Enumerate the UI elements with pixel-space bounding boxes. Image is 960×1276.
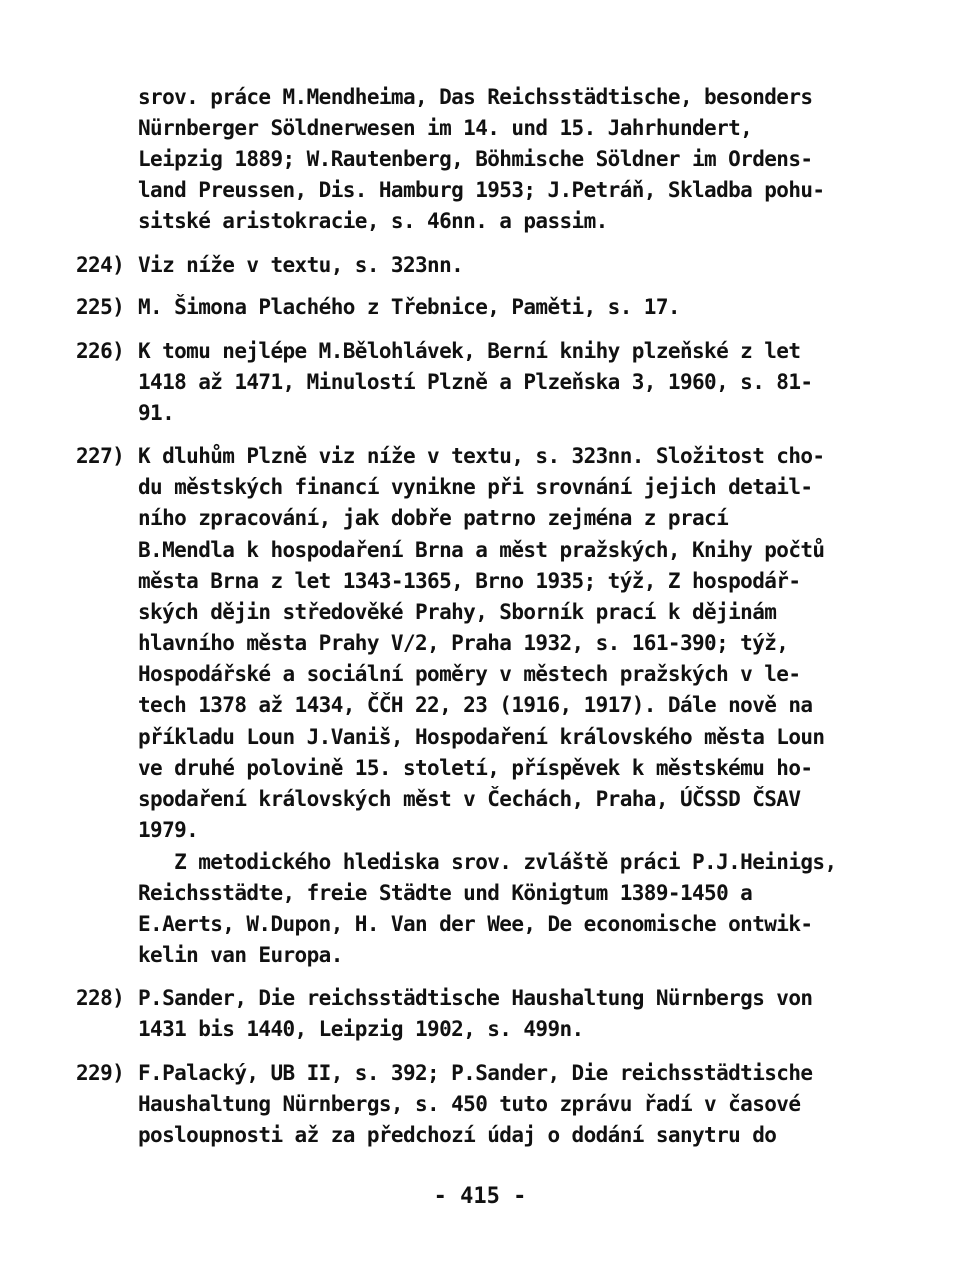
footnote-225-line: M. Šimona Plachého z Třebnice, Paměti, s. 17. <box>138 295 680 319</box>
footnote-226-line: 1418 až 1471, Minulostí Plzně a Plzeňska 3, 1960, s. 81- <box>138 370 813 394</box>
footnote-number-224: 224) <box>76 253 125 277</box>
footnote-228-line: 1431 bis 1440, Leipzig 1902, s. 499n. <box>138 1017 584 1041</box>
footnote-227-line: kelin van Europa. <box>138 943 343 967</box>
footnote-227-line: B.Mendla k hospodaření Brna a měst pražských, Knihy počtů <box>138 538 825 562</box>
footnote-227-line: E.Aerts, W.Dupon, H. Van der Wee, De economische ontwik- <box>138 912 813 936</box>
footnote-229-line: posloupnosti až za předchozí údaj o dodání sanytru do <box>138 1123 777 1147</box>
footnote-227-line: Z metodického hlediska srov. zvláště práci P.J.Heinigs, <box>138 850 837 874</box>
footnote-number-228: 228) <box>76 986 125 1010</box>
continuation-line: srov. práce M.Mendheima, Das Reichsstädtische, besonders <box>138 85 813 109</box>
footnote-227-line: příkladu Loun J.Vaniš, Hospodaření královského města Loun <box>138 725 825 749</box>
footnote-number-226: 226) <box>76 339 125 363</box>
footnote-227-line: tech 1378 až 1434, ČČH 22, 23 (1916, 1917). Dále nově na <box>138 693 813 717</box>
footnote-227-line: spodaření královských měst v Čechách, Praha, ÚČSSD ČSAV <box>138 787 801 811</box>
footnote-227-line: hlavního města Prahy V/2, Praha 1932, s. 161-390; týž, <box>138 631 789 655</box>
footnote-226-line: 91. <box>138 401 175 425</box>
footnote-227-line: du městských financí vynikne při srovnání jejich detail- <box>138 475 813 499</box>
footnote-228-line: P.Sander, Die reichsstädtische Haushaltung Nürnbergs von <box>138 986 813 1010</box>
footnote-227-line: města Brna z let 1343-1365, Brno 1935; týž, Z hospodář- <box>138 569 801 593</box>
footnote-227-line: 1979. <box>138 818 199 842</box>
continuation-line: Leipzig 1889; W.Rautenberg, Böhmische Söldner im Ordens- <box>138 147 813 171</box>
footnote-229-line: F.Palacký, UB II, s. 392; P.Sander, Die reichsstädtische <box>138 1061 813 1085</box>
footnote-227-line: Hospodářské a sociální poměry v městech pražských v le- <box>138 662 801 686</box>
continuation-line: sitské aristokracie, s. 46nn. a passim. <box>138 209 608 233</box>
footnote-229-line: Haushaltung Nürnbergs, s. 450 tuto zprávu řadí v časové <box>138 1092 801 1116</box>
footnote-224-line: Viz níže v textu, s. 323nn. <box>138 253 464 277</box>
footnote-227-line: ských dějin středověké Prahy, Sborník prací k dějinám <box>138 600 777 624</box>
footnote-227-line: K dluhům Plzně viz níže v textu, s. 323nn. Složitost cho- <box>138 444 825 468</box>
continuation-line: land Preussen, Dis. Hamburg 1953; J.Petráň, Skladba pohu- <box>138 178 825 202</box>
footnote-number-227: 227) <box>76 444 125 468</box>
footnote-227-line: ního zpracování, jak dobře patrno zejména z prací <box>138 506 729 530</box>
page-number: - 415 - <box>433 1184 527 1209</box>
footnote-number-229: 229) <box>76 1061 125 1085</box>
footnote-226-line: K tomu nejlépe M.Bělohlávek, Berní knihy plzeňské z let <box>138 339 801 363</box>
footnote-227-line: ve druhé polovině 15. století, příspěvek k městskému ho- <box>138 756 813 780</box>
footnote-227-line: Reichsstädte, freie Städte und Königtum 1389-1450 a <box>138 881 753 905</box>
continuation-line: Nürnberger Söldnerwesen im 14. und 15. Jahrhundert, <box>138 116 753 140</box>
footnote-number-225: 225) <box>76 295 125 319</box>
